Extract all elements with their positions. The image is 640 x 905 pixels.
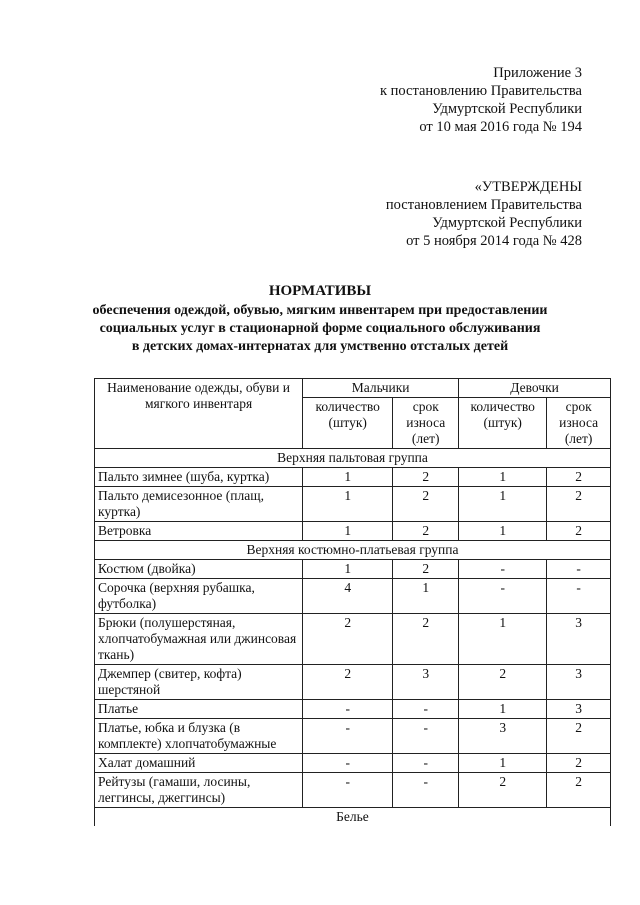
header-item-name: Наименование одежды, обуви и мягкого инвентаря <box>95 379 303 449</box>
norms-table <box>94 378 611 826</box>
item-name: Джемпер (свитер, кофта) шерстяной <box>95 665 303 700</box>
girls-term: 2 <box>547 719 611 754</box>
boys-term: 2 <box>393 614 459 665</box>
appendix-line: Приложение 3 <box>493 65 582 81</box>
girls-qty: 3 <box>459 719 547 754</box>
boys-qty: 1 <box>303 487 393 522</box>
boys-qty: 4 <box>303 579 393 614</box>
girls-qty: - <box>459 579 547 614</box>
boys-term: - <box>393 700 459 719</box>
approval-line: «УТВЕРЖДЕНЫ <box>474 179 582 195</box>
boys-term: 2 <box>393 522 459 541</box>
table-row <box>95 560 611 579</box>
document-subtitle-line: социальных услуг в стационарной форме социального обслуживания <box>99 321 541 336</box>
girls-term: 3 <box>547 614 611 665</box>
appendix-block <box>380 64 582 136</box>
boys-qty: - <box>303 700 393 719</box>
girls-term: - <box>547 579 611 614</box>
boys-qty: - <box>303 719 393 754</box>
girls-term: 3 <box>547 700 611 719</box>
girls-qty: 1 <box>459 754 547 773</box>
girls-term: 2 <box>547 468 611 487</box>
item-name: Платье <box>95 700 303 719</box>
table-row <box>95 773 611 808</box>
item-name: Ветровка <box>95 522 303 541</box>
item-name: Пальто зимнее (шуба, куртка) <box>95 468 303 487</box>
boys-qty: 1 <box>303 522 393 541</box>
boys-qty: 2 <box>303 614 393 665</box>
group-outerwear: Верхняя пальтовая группа <box>95 449 611 468</box>
appendix-line: Удмуртской Республики <box>432 101 582 117</box>
appendix-line: от 10 мая 2016 года № 194 <box>419 119 582 135</box>
table-row <box>95 579 611 614</box>
boys-term: - <box>393 773 459 808</box>
boys-term: 1 <box>393 579 459 614</box>
item-name: Сорочка (верхняя рубашка, футболка) <box>95 579 303 614</box>
header-girls-qty: количество (штук) <box>459 398 547 449</box>
group-linen: Белье <box>95 808 611 827</box>
group-suits-dresses: Верхняя костюмно-платьевая группа <box>95 541 611 560</box>
girls-term: 2 <box>547 487 611 522</box>
header-girls: Девочки <box>459 379 611 398</box>
boys-term: 2 <box>393 487 459 522</box>
table-row <box>95 700 611 719</box>
table-row <box>95 665 611 700</box>
girls-qty: - <box>459 560 547 579</box>
header-girls-term: срок износа (лет) <box>547 398 611 449</box>
item-name: Платье, юбка и блузка (в комплекте) хлопчатобумажные <box>95 719 303 754</box>
girls-qty: 2 <box>459 665 547 700</box>
table-header-row <box>95 379 611 398</box>
boys-term: 3 <box>393 665 459 700</box>
document-title: НОРМАТИВЫ <box>268 283 372 299</box>
header-boys-term: срок износа (лет) <box>393 398 459 449</box>
boys-qty: 2 <box>303 665 393 700</box>
girls-qty: 1 <box>459 614 547 665</box>
girls-qty: 1 <box>459 487 547 522</box>
item-name: Халат домашний <box>95 754 303 773</box>
approval-line: Удмуртской Республики <box>432 215 582 231</box>
girls-term: 2 <box>547 773 611 808</box>
table-row <box>95 754 611 773</box>
table-row <box>95 719 611 754</box>
group-row <box>95 808 611 827</box>
group-row <box>95 449 611 468</box>
table-row <box>95 522 611 541</box>
table-row <box>95 468 611 487</box>
document-heading <box>0 282 640 356</box>
girls-term: 2 <box>547 754 611 773</box>
approval-line: от 5 ноября 2014 года № 428 <box>406 233 582 249</box>
boys-term: - <box>393 719 459 754</box>
girls-qty: 1 <box>459 468 547 487</box>
item-name: Рейтузы (гамаши, лосины, леггинсы, джеггинсы) <box>95 773 303 808</box>
boys-term: 2 <box>393 560 459 579</box>
header-boys: Мальчики <box>303 379 459 398</box>
boys-qty: 1 <box>303 468 393 487</box>
document-subtitle-line: в детских домах-интернатах для умственно отсталых детей <box>131 339 509 354</box>
table-row <box>95 487 611 522</box>
table-row <box>95 614 611 665</box>
approval-block <box>386 178 582 250</box>
document-subtitle-line: обеспечения одеждой, обувью, мягким инвентарем при предоставлении <box>92 303 548 318</box>
boys-qty: - <box>303 773 393 808</box>
girls-term: 3 <box>547 665 611 700</box>
group-row <box>95 541 611 560</box>
girls-term: - <box>547 560 611 579</box>
girls-qty: 1 <box>459 522 547 541</box>
girls-qty: 2 <box>459 773 547 808</box>
boys-term: - <box>393 754 459 773</box>
item-name: Брюки (полушерстяная, хлопчатобумажная или джинсовая ткань) <box>95 614 303 665</box>
approval-line: постановлением Правительства <box>385 197 582 213</box>
appendix-line: к постановлению Правительства <box>380 83 582 99</box>
boys-qty: 1 <box>303 560 393 579</box>
boys-qty: - <box>303 754 393 773</box>
boys-term: 2 <box>393 468 459 487</box>
item-name: Пальто демисезонное (плащ, куртка) <box>95 487 303 522</box>
girls-term: 2 <box>547 522 611 541</box>
item-name: Костюм (двойка) <box>95 560 303 579</box>
header-boys-qty: количество (штук) <box>303 398 393 449</box>
girls-qty: 1 <box>459 700 547 719</box>
